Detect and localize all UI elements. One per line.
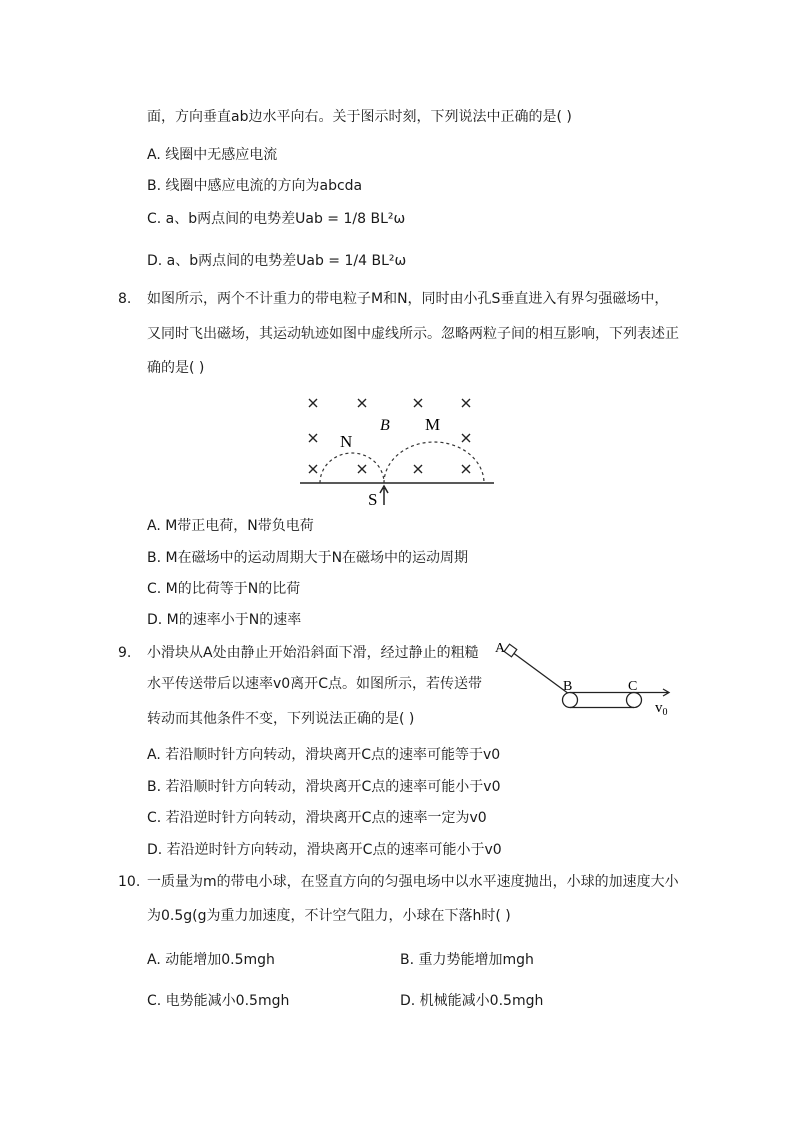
q10-stem-line1: 一质量为m的带电小球，在竖直方向的匀强电场中以水平速度抛出，小球的加速度大小 <box>147 874 679 890</box>
q8-option-a: A. M带正电荷，N带负电荷 <box>147 518 314 534</box>
entry-arrow <box>380 486 388 505</box>
q9-stem-line1: 小滑块从A处由静止开始沿斜面下滑，经过静止的粗糙 <box>147 645 479 661</box>
q8-option-d: D. M的速率小于N的速率 <box>147 612 302 628</box>
q9-stem-line3: 转动而其他条件不变，下列说法正确的是( ) <box>147 711 415 727</box>
q8-option-b: B. M在磁场中的运动周期大于N在磁场中的运动周期 <box>147 550 469 566</box>
q9-option-a: A. 若沿顺时针方向转动，滑块离开C点的速率可能等于v0 <box>147 747 501 763</box>
label-a: A <box>495 641 506 656</box>
q8-stem-line2: 又同时飞出磁场，其运动轨迹如图中虚线所示。忽略两粒子间的相互影响，下列表述正 <box>147 326 679 342</box>
q8-option-c: C. M的比荷等于N的比荷 <box>147 581 301 597</box>
label-n: N <box>340 432 353 451</box>
q7-stem-tail <box>147 108 572 126</box>
q10-number: 10. <box>118 874 141 890</box>
q9-option-d: D. 若沿逆时针方向转动，滑块离开C点的速率可能小于v0 <box>147 842 502 858</box>
q10-option-d: D. 机械能减小0.5mgh <box>400 993 544 1009</box>
q10-option-a: A. 动能增加0.5mgh <box>147 952 275 968</box>
field-cross-marks <box>309 399 470 473</box>
q7-stem-tail-text: 面，方向垂直ab边水平向右。关于图示时刻，下列说法中正确的是( ) <box>147 109 572 125</box>
q9-option-b: B. 若沿顺时针方向转动，滑块离开C点的速率可能小于v0 <box>147 779 501 795</box>
label-s: S <box>368 490 378 508</box>
label-c: C <box>628 679 638 694</box>
q8-number: 8. <box>118 291 132 307</box>
trajectory-n <box>320 453 384 483</box>
q10-option-c: C. 电势能减小0.5mgh <box>147 993 290 1009</box>
q8-stem-line3: 确的是( ) <box>147 360 205 376</box>
label-b: B <box>380 417 390 434</box>
q8-magnetic-field-figure <box>296 392 500 508</box>
q9-conveyor-figure <box>494 636 674 720</box>
q10-option-b: B. 重力势能增加mgh <box>400 952 534 968</box>
pulley-b <box>563 693 578 708</box>
label-b: B <box>563 679 573 694</box>
q7-option-b: B. 线圈中感应电流的方向为abcda <box>147 178 363 194</box>
q7-option-d: D. a、b两点间的电势差Uab = 1/4 BL²ω <box>147 253 407 269</box>
label-v0: $v_0$ <box>655 700 668 718</box>
q9-option-c: C. 若沿逆时针方向转动，滑块离开C点的速率一定为v0 <box>147 810 487 826</box>
q7-option-a: A. 线圈中无感应电流 <box>147 147 278 163</box>
q10-stem-line2: 为0.5g(g为重力加速度，不计空气阻力，小球在下落h时( ) <box>147 908 511 924</box>
trajectory-m <box>384 442 484 483</box>
incline <box>512 652 569 694</box>
q7-option-c: C. a、b两点间的电势差Uab = 1/8 BL²ω <box>147 211 406 227</box>
label-m: M <box>425 415 441 434</box>
q9-stem-line2: 水平传送带后以速率v0离开C点。如图所示，若传送带 <box>147 676 482 692</box>
q8-stem-line1: 如图所示，两个不计重力的带电粒子M和N，同时由小孔S垂直进入有界匀强磁场中， <box>147 291 669 307</box>
q9-number: 9. <box>118 645 132 661</box>
pulley-c <box>627 693 642 708</box>
belt <box>570 693 634 708</box>
